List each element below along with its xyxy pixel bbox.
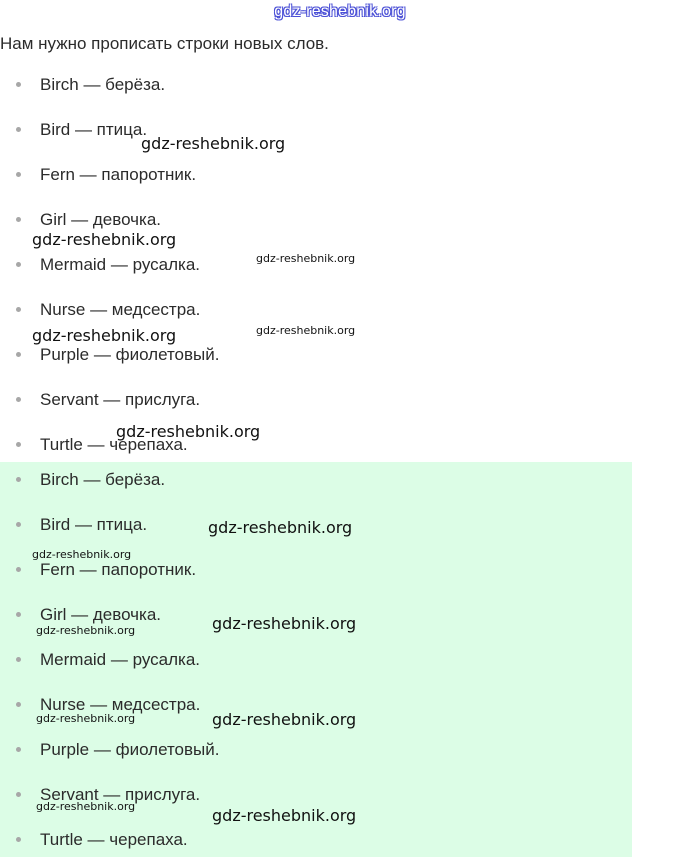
list-item xyxy=(16,388,200,412)
list-item xyxy=(16,73,165,97)
word-text: Mermaid — русалка. xyxy=(40,255,201,274)
word-text: Girl — девочка. xyxy=(40,605,162,624)
bullet-icon xyxy=(16,612,21,617)
watermark: gdz-reshebnik.org xyxy=(116,422,261,441)
bullet-icon xyxy=(16,657,21,662)
bullet-icon xyxy=(16,397,21,402)
list-item-highlighted xyxy=(16,738,219,762)
watermark: gdz-reshebnik.org xyxy=(212,614,357,633)
bullet-icon xyxy=(16,262,21,267)
list-item xyxy=(16,163,196,187)
bullet-icon xyxy=(16,522,21,527)
word-text: Fern — папоротник. xyxy=(40,560,197,579)
bullet-icon xyxy=(16,127,21,132)
bullet-icon xyxy=(16,82,21,87)
bullet-icon xyxy=(16,217,21,222)
word-text: Turtle — черепаха. xyxy=(40,830,188,849)
watermark: gdz-reshebnik.org xyxy=(36,624,136,637)
word-text: Purple — фиолетовый. xyxy=(40,740,220,759)
word-text: Bird — птица. xyxy=(40,120,148,139)
bullet-icon xyxy=(16,172,21,177)
word-text: Mermaid — русалка. xyxy=(40,650,201,669)
list-item xyxy=(16,253,200,277)
watermark: gdz-reshebnik.org xyxy=(32,326,177,345)
word-text: Bird — птица. xyxy=(40,515,148,534)
word-text: Servant — прислуга. xyxy=(40,390,201,409)
word-text: Birch — берёза. xyxy=(40,470,166,489)
bullet-icon xyxy=(16,702,21,707)
bullet-icon xyxy=(16,792,21,797)
word-text: Nurse — медсестра. xyxy=(40,300,201,319)
list-item xyxy=(16,298,200,322)
site-link[interactable]: gdz-reshebnik.org xyxy=(274,3,406,20)
intro-text: Нам нужно прописать строки новых слов. xyxy=(0,34,329,53)
bullet-icon xyxy=(16,747,21,752)
list-item xyxy=(16,208,161,232)
watermark: gdz-reshebnik.org xyxy=(36,800,136,813)
word-text: Birch — берёза. xyxy=(40,75,166,94)
watermark: gdz-reshebnik.org xyxy=(141,134,286,153)
bullet-icon xyxy=(16,442,21,447)
word-text: Nurse — медсестра. xyxy=(40,695,201,714)
list-item xyxy=(16,343,219,367)
word-text: Purple — фиолетовый. xyxy=(40,345,220,364)
bullet-icon xyxy=(16,477,21,482)
bullet-icon xyxy=(16,352,21,357)
watermark: gdz-reshebnik.org xyxy=(256,324,356,337)
watermark: gdz-reshebnik.org xyxy=(36,712,136,725)
list-item-highlighted xyxy=(16,828,188,852)
list-item xyxy=(16,118,147,142)
list-item-highlighted xyxy=(16,468,165,492)
word-text: Servant — прислуга. xyxy=(40,785,201,804)
watermark: gdz-reshebnik.org xyxy=(32,548,132,561)
watermark: gdz-reshebnik.org xyxy=(208,518,353,537)
watermark: gdz-reshebnik.org xyxy=(212,710,357,729)
list-item-highlighted xyxy=(16,513,147,537)
watermark: gdz-reshebnik.org xyxy=(256,252,356,265)
bullet-icon xyxy=(16,307,21,312)
word-text: Fern — папоротник. xyxy=(40,165,197,184)
bullet-icon xyxy=(16,837,21,842)
list-item-highlighted xyxy=(16,558,196,582)
word-text: Girl — девочка. xyxy=(40,210,162,229)
watermark: gdz-reshebnik.org xyxy=(32,230,177,249)
list-item-highlighted xyxy=(16,648,200,672)
word-text: Turtle — черепаха. xyxy=(40,435,188,454)
bullet-icon xyxy=(16,567,21,572)
watermark: gdz-reshebnik.org xyxy=(212,806,357,825)
